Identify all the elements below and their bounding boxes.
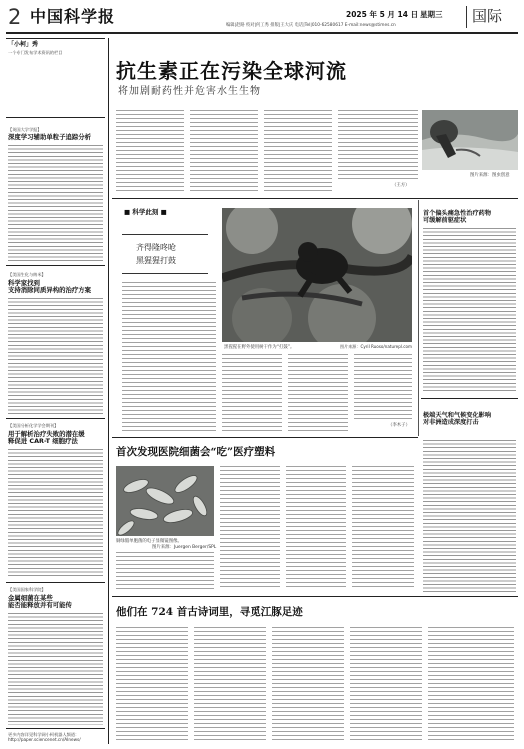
sidebar-item-title: 用于解析治疗失败的潜在缓 释促进 CAR-T 细胞疗法 bbox=[8, 430, 85, 445]
issue-date: 2025 年 5 月 14 日 bbox=[346, 10, 419, 19]
poems-body-col2 bbox=[194, 627, 266, 741]
lead-body-col3 bbox=[264, 110, 332, 192]
sidebar-divider bbox=[6, 117, 105, 118]
section-rule bbox=[112, 198, 518, 199]
feature-body-col3 bbox=[288, 354, 348, 432]
poems-title: 他们在 724 首古诗词里，寻觅江豚足迹 bbox=[116, 606, 303, 618]
feature-body-left bbox=[122, 282, 216, 432]
chimpanzee-photo-caption: 黑猩猩在野外使用树干作为“打鼓”。 bbox=[224, 345, 295, 350]
bacteria-photo bbox=[116, 466, 214, 536]
sidebar-item-body bbox=[8, 145, 103, 261]
sidebar-footer: 更多内容详见科学网小柯机器人频道： http://paper.sciencenet.cn/AInews/ bbox=[8, 732, 81, 742]
sidebar-item-title: 深度学习辅助单粒子追踪分析 bbox=[8, 133, 92, 141]
lead-title: 抗生素正在污染全球河流 bbox=[116, 59, 347, 83]
section-divider bbox=[466, 6, 467, 28]
issue-weekday: 星期三 bbox=[420, 10, 443, 19]
sidebar-header: 「小柯」秀 bbox=[8, 41, 39, 48]
editor-info: 编辑|赵路 校对|何工秀 排版|王大庆 电话|Tel|010-62580617 E-mail:news@stimes.cn bbox=[226, 23, 396, 28]
poems-body-col5 bbox=[428, 627, 514, 741]
sidebar-item-tag: 【美国生化与纳米】 bbox=[8, 272, 46, 277]
poems-body-col4 bbox=[350, 627, 422, 741]
sidebar-divider bbox=[6, 728, 105, 729]
feature-story bbox=[112, 200, 416, 436]
sidebar-item-body bbox=[8, 449, 103, 577]
sidebar-item-title: 科学家找到 支持消除同质异构的治疗方案 bbox=[8, 279, 92, 294]
feature-body-col2 bbox=[222, 354, 282, 432]
sidebar-divider bbox=[6, 265, 105, 266]
plastic-body-col3 bbox=[286, 466, 346, 590]
lead-story bbox=[112, 38, 518, 196]
section-name: 国际 bbox=[472, 7, 503, 25]
feature-column-label bbox=[124, 207, 167, 216]
sidebar-item-body bbox=[8, 613, 103, 725]
sidebar-divider bbox=[6, 582, 105, 583]
right-story1-title: 首个偏头痛急性治疗药物 可缓解前驱症状 bbox=[423, 210, 492, 224]
sidebar-item-body bbox=[8, 298, 103, 414]
lead-body-col4 bbox=[338, 110, 418, 180]
feature-source: （李木子） bbox=[388, 423, 410, 428]
feature-headline-box bbox=[122, 234, 208, 274]
feature-body-col4 bbox=[354, 354, 412, 420]
feature-column-name: 科学此刻 bbox=[132, 208, 159, 216]
plastic-title: 首次发现医院细菌会“吃”医疗塑料 bbox=[116, 446, 276, 458]
poems-story bbox=[112, 597, 518, 745]
sidebar-top-rule bbox=[6, 38, 105, 39]
plastic-body-col2 bbox=[220, 466, 280, 590]
right-story1-body bbox=[423, 228, 516, 392]
right-story2-title: 极端天气和气候变化影响 对非洲造成深度打击 bbox=[423, 412, 492, 426]
page-number: 2 bbox=[8, 5, 22, 29]
lead-body-col1 bbox=[116, 110, 184, 192]
lead-body-col2 bbox=[190, 110, 258, 192]
sidebar bbox=[6, 38, 105, 744]
sidebar-item-title: 金属细菌在某些 能否能释放并有可能传 bbox=[8, 594, 72, 609]
lead-source: （王方） bbox=[392, 183, 410, 188]
sidebar-header-sub: 一个专门发布学术资讯的栏目 bbox=[8, 50, 63, 55]
chimpanzee-photo bbox=[222, 208, 412, 342]
sidebar-item-tag: 【美国国家科学院】 bbox=[8, 587, 46, 592]
masthead bbox=[0, 0, 524, 34]
column-marker-icon: ■ bbox=[158, 208, 167, 216]
paper-name: 中国科学报 bbox=[30, 7, 116, 26]
feature-headline: 齐得隆咚呛 黑猩猩打鼓 bbox=[136, 243, 176, 265]
masthead-rule bbox=[6, 32, 518, 34]
bacteria-photo-credit: 图片来源：Juergen Berger/SPL bbox=[152, 545, 217, 550]
column-marker-icon: ■ bbox=[124, 208, 133, 216]
poems-body-col3 bbox=[272, 627, 344, 741]
bacteria-photo-caption: 铜绿假单胞菌的电子显微镜图像。 bbox=[116, 539, 182, 544]
sidebar-item-tag: 【英国大学学报】 bbox=[8, 127, 42, 132]
river-photo-credit: 图片来源：图虫创意 bbox=[470, 173, 510, 178]
right-column bbox=[421, 200, 518, 436]
sidebar-rule bbox=[108, 38, 109, 744]
sidebar-divider bbox=[6, 418, 105, 419]
poems-body-col1 bbox=[116, 627, 188, 741]
lead-subtitle: 将加剧耐药性并危害水生生物 bbox=[118, 86, 261, 97]
plastic-body-col4 bbox=[352, 466, 414, 590]
river-photo bbox=[422, 110, 518, 170]
sidebar-item-tag: 【美国分析化学学会期刊】 bbox=[8, 423, 59, 428]
chimpanzee-photo-credit: 图片来源：Cyril Ruoso/naturepl.com bbox=[340, 344, 412, 349]
right-divider bbox=[421, 398, 518, 399]
right-story2-body bbox=[423, 440, 516, 592]
plastic-story bbox=[112, 438, 418, 594]
right-column-rule bbox=[418, 200, 419, 436]
plastic-body-left bbox=[116, 552, 214, 590]
